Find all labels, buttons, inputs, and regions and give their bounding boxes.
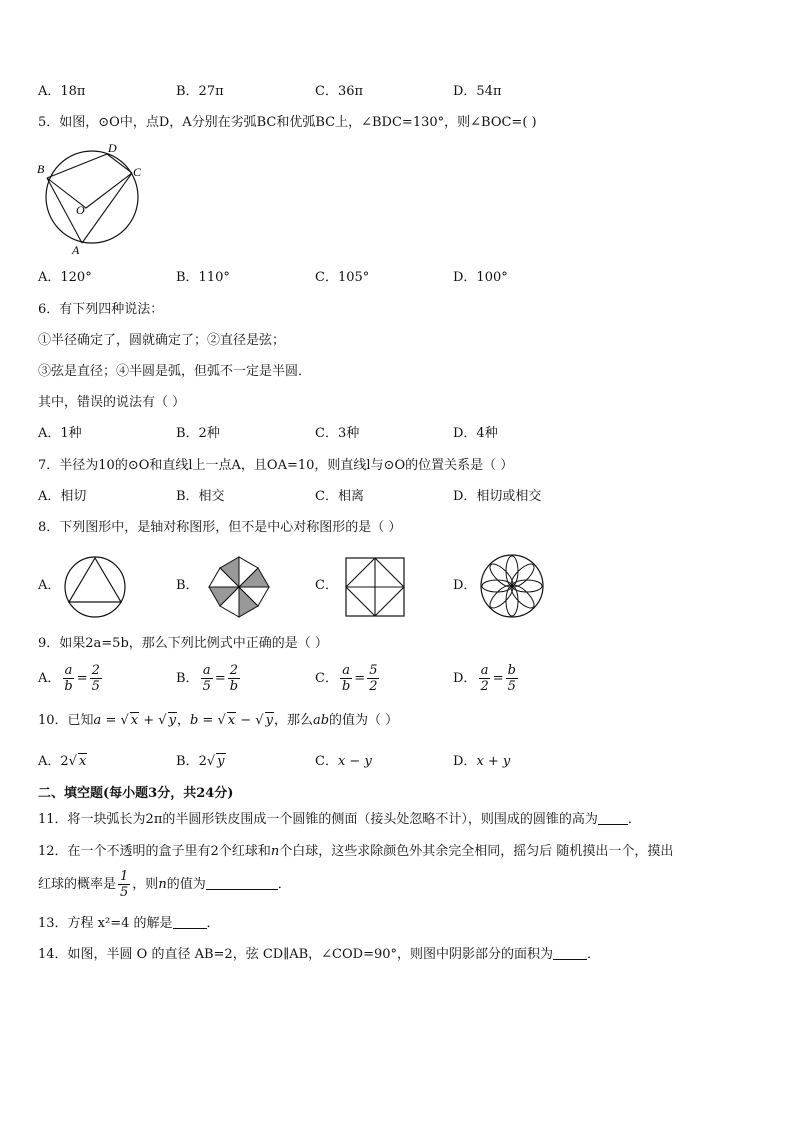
q8-stem: 8．下列图形中，是轴对称图形，但不是中心对称图形的是（ ） bbox=[38, 520, 402, 535]
q9-option-c-letter: C． bbox=[315, 671, 338, 686]
q6-line3: 其中，错误的说法有（ ） bbox=[38, 395, 186, 410]
q8-option-b[interactable]: B． bbox=[176, 578, 199, 593]
q9-stem: 9．如果2a=5b，那么下列比例式中正确的是（ ） bbox=[38, 636, 328, 651]
q7-option-d[interactable]: D．相切或相交 bbox=[453, 489, 542, 504]
q9-b-frac-left: $\frac{a}{5}$ bbox=[202, 663, 211, 694]
q9-options bbox=[38, 660, 758, 698]
section-2-heading: 二、填空题(每小题3分，共24分) bbox=[38, 786, 234, 801]
q5-label-o: O bbox=[76, 203, 85, 217]
q9-a-frac-right: $\frac{2}{5}$ bbox=[91, 663, 100, 694]
q12-probability-frac: $\frac{1}{5}$ bbox=[120, 869, 129, 900]
q8-figure-b-pinwheel bbox=[206, 554, 272, 620]
q4-options bbox=[38, 82, 758, 102]
q5-label-b: B bbox=[37, 162, 45, 176]
q11-stem: 11．将一块弧长为2π的半圆形铁皮围成一个圆锥的侧面（接头处忽略不计），则围成的圆锥的高为 ． bbox=[38, 812, 641, 827]
q12-stem-line1: 12．在一个不透明的盒子里有2个红球和n个白球，这些求除颜色外其余完全相同，摇匀后 随机摸出一个，摸出 bbox=[38, 844, 674, 859]
q9-d-eq: = bbox=[492, 671, 504, 686]
q9-c-frac-left: $\frac{a}{b}$ bbox=[341, 663, 351, 694]
q9-b-eq: = bbox=[214, 671, 226, 686]
q9-a-eq: = bbox=[76, 671, 88, 686]
q9-option-b-letter: B． bbox=[176, 671, 199, 686]
q6-line2: ③弦是直径；④半圆是弧，但弧不一定是半圆． bbox=[38, 364, 312, 379]
q6-option-b[interactable]: B．2种 bbox=[176, 426, 220, 441]
q7-options bbox=[38, 487, 758, 507]
q8-option-c[interactable]: C． bbox=[315, 578, 338, 593]
q14-stem: 14．如图，半圆 O 的直径 AB=2，弦 CD∥AB，∠COD=90°，则图中阴影部分的面积为 ． bbox=[38, 947, 601, 962]
q7-option-b[interactable]: B．相交 bbox=[176, 489, 225, 504]
q10-option-d[interactable]: D．x + y bbox=[453, 754, 511, 769]
q7-stem: 7．半径为10的⊙O和直线l上一点A，且OA=10，则直线l与⊙O的位置关系是（ ） bbox=[38, 458, 514, 473]
q6-stem: 6．有下列四种说法： bbox=[38, 302, 164, 317]
q9-b-frac-right: $\frac{2}{b}$ bbox=[229, 663, 239, 694]
q9-option-c[interactable] bbox=[315, 660, 381, 698]
q9-option-a[interactable] bbox=[38, 660, 104, 698]
q9-option-d-letter: D． bbox=[453, 671, 477, 686]
q5-options bbox=[38, 268, 758, 288]
q6-option-d[interactable]: D．4种 bbox=[453, 426, 498, 441]
q8-figure-d-flower bbox=[478, 552, 546, 620]
q8-option-a[interactable]: A． bbox=[38, 578, 61, 593]
q6-option-c[interactable]: C．3种 bbox=[315, 426, 360, 441]
q5-label-c: C bbox=[133, 165, 142, 179]
q5-stem: 5．如图，⊙O中，点D，A分别在劣弧BC和优弧BC上，∠BDC=130°，则∠BOC=( ) bbox=[38, 115, 537, 130]
q10-option-a[interactable]: A．2√ x bbox=[38, 754, 87, 769]
q9-d-frac-left: $\frac{a}{2}$ bbox=[480, 663, 489, 694]
q9-a-frac-left: $\frac{a}{b}$ bbox=[64, 663, 73, 694]
q4-option-c[interactable]: C．36π bbox=[315, 84, 364, 99]
q8-option-d[interactable]: D． bbox=[453, 578, 477, 593]
q9-d-frac-right: $\frac{b}{5}$ bbox=[507, 663, 516, 694]
q13-stem: 13．方程 x²=4 的解是 ． bbox=[38, 916, 220, 931]
q4-option-b[interactable]: B．27π bbox=[176, 84, 224, 99]
q9-c-frac-right: $\frac{5}{2}$ bbox=[369, 663, 378, 694]
q5-circle-figure bbox=[34, 140, 146, 258]
q6-option-a[interactable]: A．1种 bbox=[38, 426, 82, 441]
q5-option-c[interactable]: C．105° bbox=[315, 270, 370, 285]
q10-options bbox=[38, 752, 758, 772]
q9-option-b[interactable] bbox=[176, 660, 242, 698]
q10-option-c[interactable]: C．x − y bbox=[315, 754, 372, 769]
q12-answer-blank[interactable] bbox=[206, 875, 278, 890]
q13-answer-blank[interactable] bbox=[173, 914, 207, 929]
q4-option-d[interactable]: D．54π bbox=[453, 84, 502, 99]
q9-c-eq: = bbox=[354, 671, 366, 686]
q11-answer-blank[interactable] bbox=[598, 810, 628, 825]
q6-options bbox=[38, 424, 758, 444]
q6-line1: ①半径确定了，圆就确定了；②直径是弦； bbox=[38, 333, 286, 348]
q5-label-d: D bbox=[108, 141, 117, 155]
q8-figure-c-square bbox=[344, 556, 406, 618]
q14-answer-blank[interactable] bbox=[553, 945, 587, 960]
q9-option-d[interactable] bbox=[453, 660, 520, 698]
q4-option-a[interactable]: A．18π bbox=[38, 84, 86, 99]
q10-option-b[interactable]: B．2√ y bbox=[176, 754, 225, 769]
q5-option-d[interactable]: D．100° bbox=[453, 270, 508, 285]
q5-option-b[interactable]: B．110° bbox=[176, 270, 230, 285]
q9-option-a-letter: A． bbox=[38, 671, 61, 686]
q7-option-c[interactable]: C．相离 bbox=[315, 489, 364, 504]
q5-option-a[interactable]: A．120° bbox=[38, 270, 92, 285]
q8-figure-a-circle-triangle bbox=[62, 554, 128, 620]
q12-stem-line2: 红球的概率是 $\frac{1}{5}$ ，则n的值为 ． bbox=[38, 869, 291, 900]
q7-option-a[interactable]: A．相切 bbox=[38, 489, 87, 504]
q5-label-a: A bbox=[72, 243, 80, 257]
q10-stem: 10．已知a = √ x + √ y，b = √ x − √ y，那么ab的值为（ ） bbox=[38, 713, 399, 728]
